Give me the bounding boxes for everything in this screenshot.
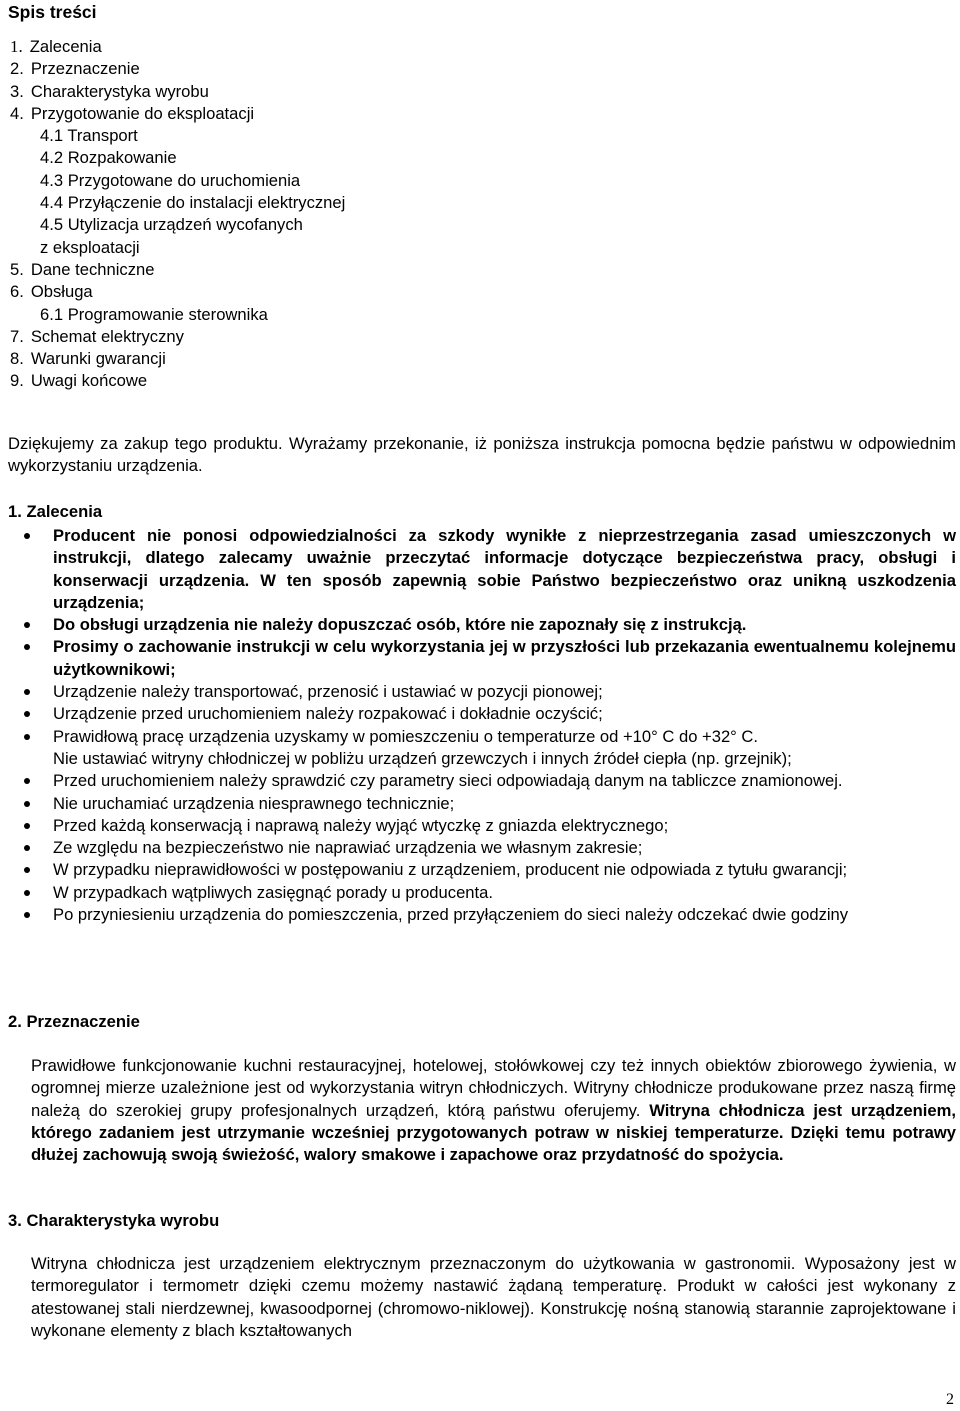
bullet-icon xyxy=(24,912,30,918)
bullet-icon xyxy=(24,823,30,829)
bullet-icon xyxy=(24,867,30,873)
list-item: Przed każdą konserwacją i naprawą należy wyjąć wtyczkę z gniazda elektrycznego; xyxy=(0,815,956,837)
section-heading-zalecenia: 1. Zalecenia xyxy=(8,502,103,521)
toc-item[interactable]: 8. Warunki gwarancji xyxy=(10,349,166,369)
list-item: Prosimy o zachowanie instrukcji w celu wykorzystania jej w przyszłości lub przekazania ewentualnemu kolejnemu użytkownikowi; xyxy=(0,636,956,681)
list-item: Nie uruchamiać urządzenia niesprawnego technicznie; xyxy=(0,793,956,815)
toc-item[interactable]: z eksploatacji xyxy=(40,237,140,257)
list-item: Urządzenie należy transportować, przenosić i ustawiać w pozycji pionowej; xyxy=(0,681,956,703)
bullet-icon xyxy=(24,644,30,650)
toc-item[interactable]: 5. Dane techniczne xyxy=(10,259,155,279)
recommendations-list xyxy=(0,525,956,926)
list-item: W przypadku nieprawidłowości w postępowaniu z urządzeniem, producent nie odpowiada z tytułu gwarancji; xyxy=(0,859,956,881)
toc-item[interactable]: 4.3 Przygotowane do uruchomienia xyxy=(40,170,301,190)
toc-item[interactable]: 6. Obsługa xyxy=(10,282,93,302)
toc-item[interactable]: 1. Zalecenia xyxy=(10,37,102,56)
list-item: Urządzenie przed uruchomieniem należy rozpakować i dokładnie oczyścić; xyxy=(0,703,956,725)
list-item: Do obsługi urządzenia nie należy dopuszczać osób, które nie zapoznały się z instrukcją. xyxy=(0,614,956,636)
intro-paragraph: Dziękujemy za zakup tego produktu. Wyrażamy przekonanie, iż poniższa instrukcja pomocna będzie państwu w odpowiednim wykorzystaniu urządzenia. xyxy=(8,434,956,476)
section-paragraph-charakterystyka: Witryna chłodnicza jest urządzeniem elektrycznym przeznaczonym do użytkowania w gastronomii. Wyposażony jest w termoregulator i termometr dzięki czemu możemy nastawić żądaną temperaturę. Produkt w całości jest wykonany z atestowanej stali nierdzewnej, kwasoodpornej (chromowo-niklowej). Konstrukcję nośną stanowią starannie zaprojektowane i wykonane elementy z blach kształtowanych xyxy=(31,1254,956,1340)
bullet-icon xyxy=(24,734,30,740)
list-item: Prawidłową pracę urządzenia uzyskamy w pomieszczeniu o temperaturze od +10° C do +32° C. Nie ustawiać witryny chłodniczej w pobliżu urządzeń grzewczych i innych źródeł ciepła (np. grzejnik); xyxy=(0,726,956,771)
toc-item[interactable]: 6.1 Programowanie sterownika xyxy=(40,304,268,324)
list-item: Producent nie ponosi odpowiedzialności za szkody wynikłe z nieprzestrzegania zasad umieszczonych w instrukcji, dlatego zalecamy uważnie przeczytać informacje dotyczące bezpieczeństwa pracy, obsługi i konserwacji urządzenia. W ten sposób zapewnią sobie Państwo bezpieczeństwo oraz unikną uszkodzenia urządzenia; xyxy=(0,525,956,614)
table-of-contents xyxy=(10,36,345,393)
section-paragraph-przeznaczenie: Prawidłowe funkcjonowanie kuchni restauracyjnej, hotelowej, stołówkowej czy też innych obiektów zbiorowego żywienia, w ogromnej mierze uzależnione jest od wykorzystania witryn chłodniczych. Witryny chłodnicze produkowane przez naszą firmę należą do szerokiej grupy profesjonalnych urządzeń, którą państwu oferujemy. Witryna chłodnicza jest urządzeniem, którego zadaniem jest utrzymanie wcześniej przygotowanych potraw w niskiej temperaturze. Dzięki temu potrawy dłużej zachowują swoją świeżość, walory smakowe i zapachowe oraz przydatność do spożycia. xyxy=(31,1056,956,1165)
toc-item[interactable]: 3. Charakterystyka wyrobu xyxy=(10,81,209,101)
bullet-icon xyxy=(24,890,30,896)
bullet-icon xyxy=(24,845,30,851)
toc-item[interactable]: 9. Uwagi końcowe xyxy=(10,371,148,391)
list-item: W przypadkach wątpliwych zasięgnąć porady u producenta. xyxy=(0,882,956,904)
page-number: 2 xyxy=(946,1391,954,1408)
section-heading-charakterystyka: 3. Charakterystyka wyrobu xyxy=(8,1211,220,1230)
list-item: Po przyniesieniu urządzenia do pomieszczenia, przed przyłączeniem do sieci należy odczekać dwie godziny xyxy=(0,904,956,926)
bullet-icon xyxy=(24,689,30,695)
list-item: Ze względu na bezpieczeństwo nie naprawiać urządzenia we własnym zakresie; xyxy=(0,837,956,859)
section-heading-przeznaczenie: 2. Przeznaczenie xyxy=(8,1012,140,1031)
toc-item[interactable]: 4. Przygotowanie do eksploatacji xyxy=(10,103,255,123)
toc-item[interactable]: 2. Przeznaczenie xyxy=(10,59,140,79)
toc-item[interactable]: 7. Schemat elektryczny xyxy=(10,326,184,346)
toc-heading: Spis treści xyxy=(8,2,97,22)
toc-item[interactable]: 4.5 Utylizacja urządzeń wycofanych xyxy=(40,215,303,235)
bullet-icon xyxy=(24,778,30,784)
bullet-icon xyxy=(24,622,30,628)
list-item: Przed uruchomieniem należy sprawdzić czy parametry sieci odpowiadają danym na tabliczce znamionowej. xyxy=(0,770,956,792)
bullet-icon xyxy=(24,533,30,539)
toc-item[interactable]: 4.1 Transport xyxy=(40,126,138,146)
bullet-icon xyxy=(24,801,30,807)
bullet-icon xyxy=(24,711,30,717)
toc-item[interactable]: 4.4 Przyłączenie do instalacji elektrycznej xyxy=(40,193,346,213)
toc-item[interactable]: 4.2 Rozpakowanie xyxy=(40,148,177,168)
